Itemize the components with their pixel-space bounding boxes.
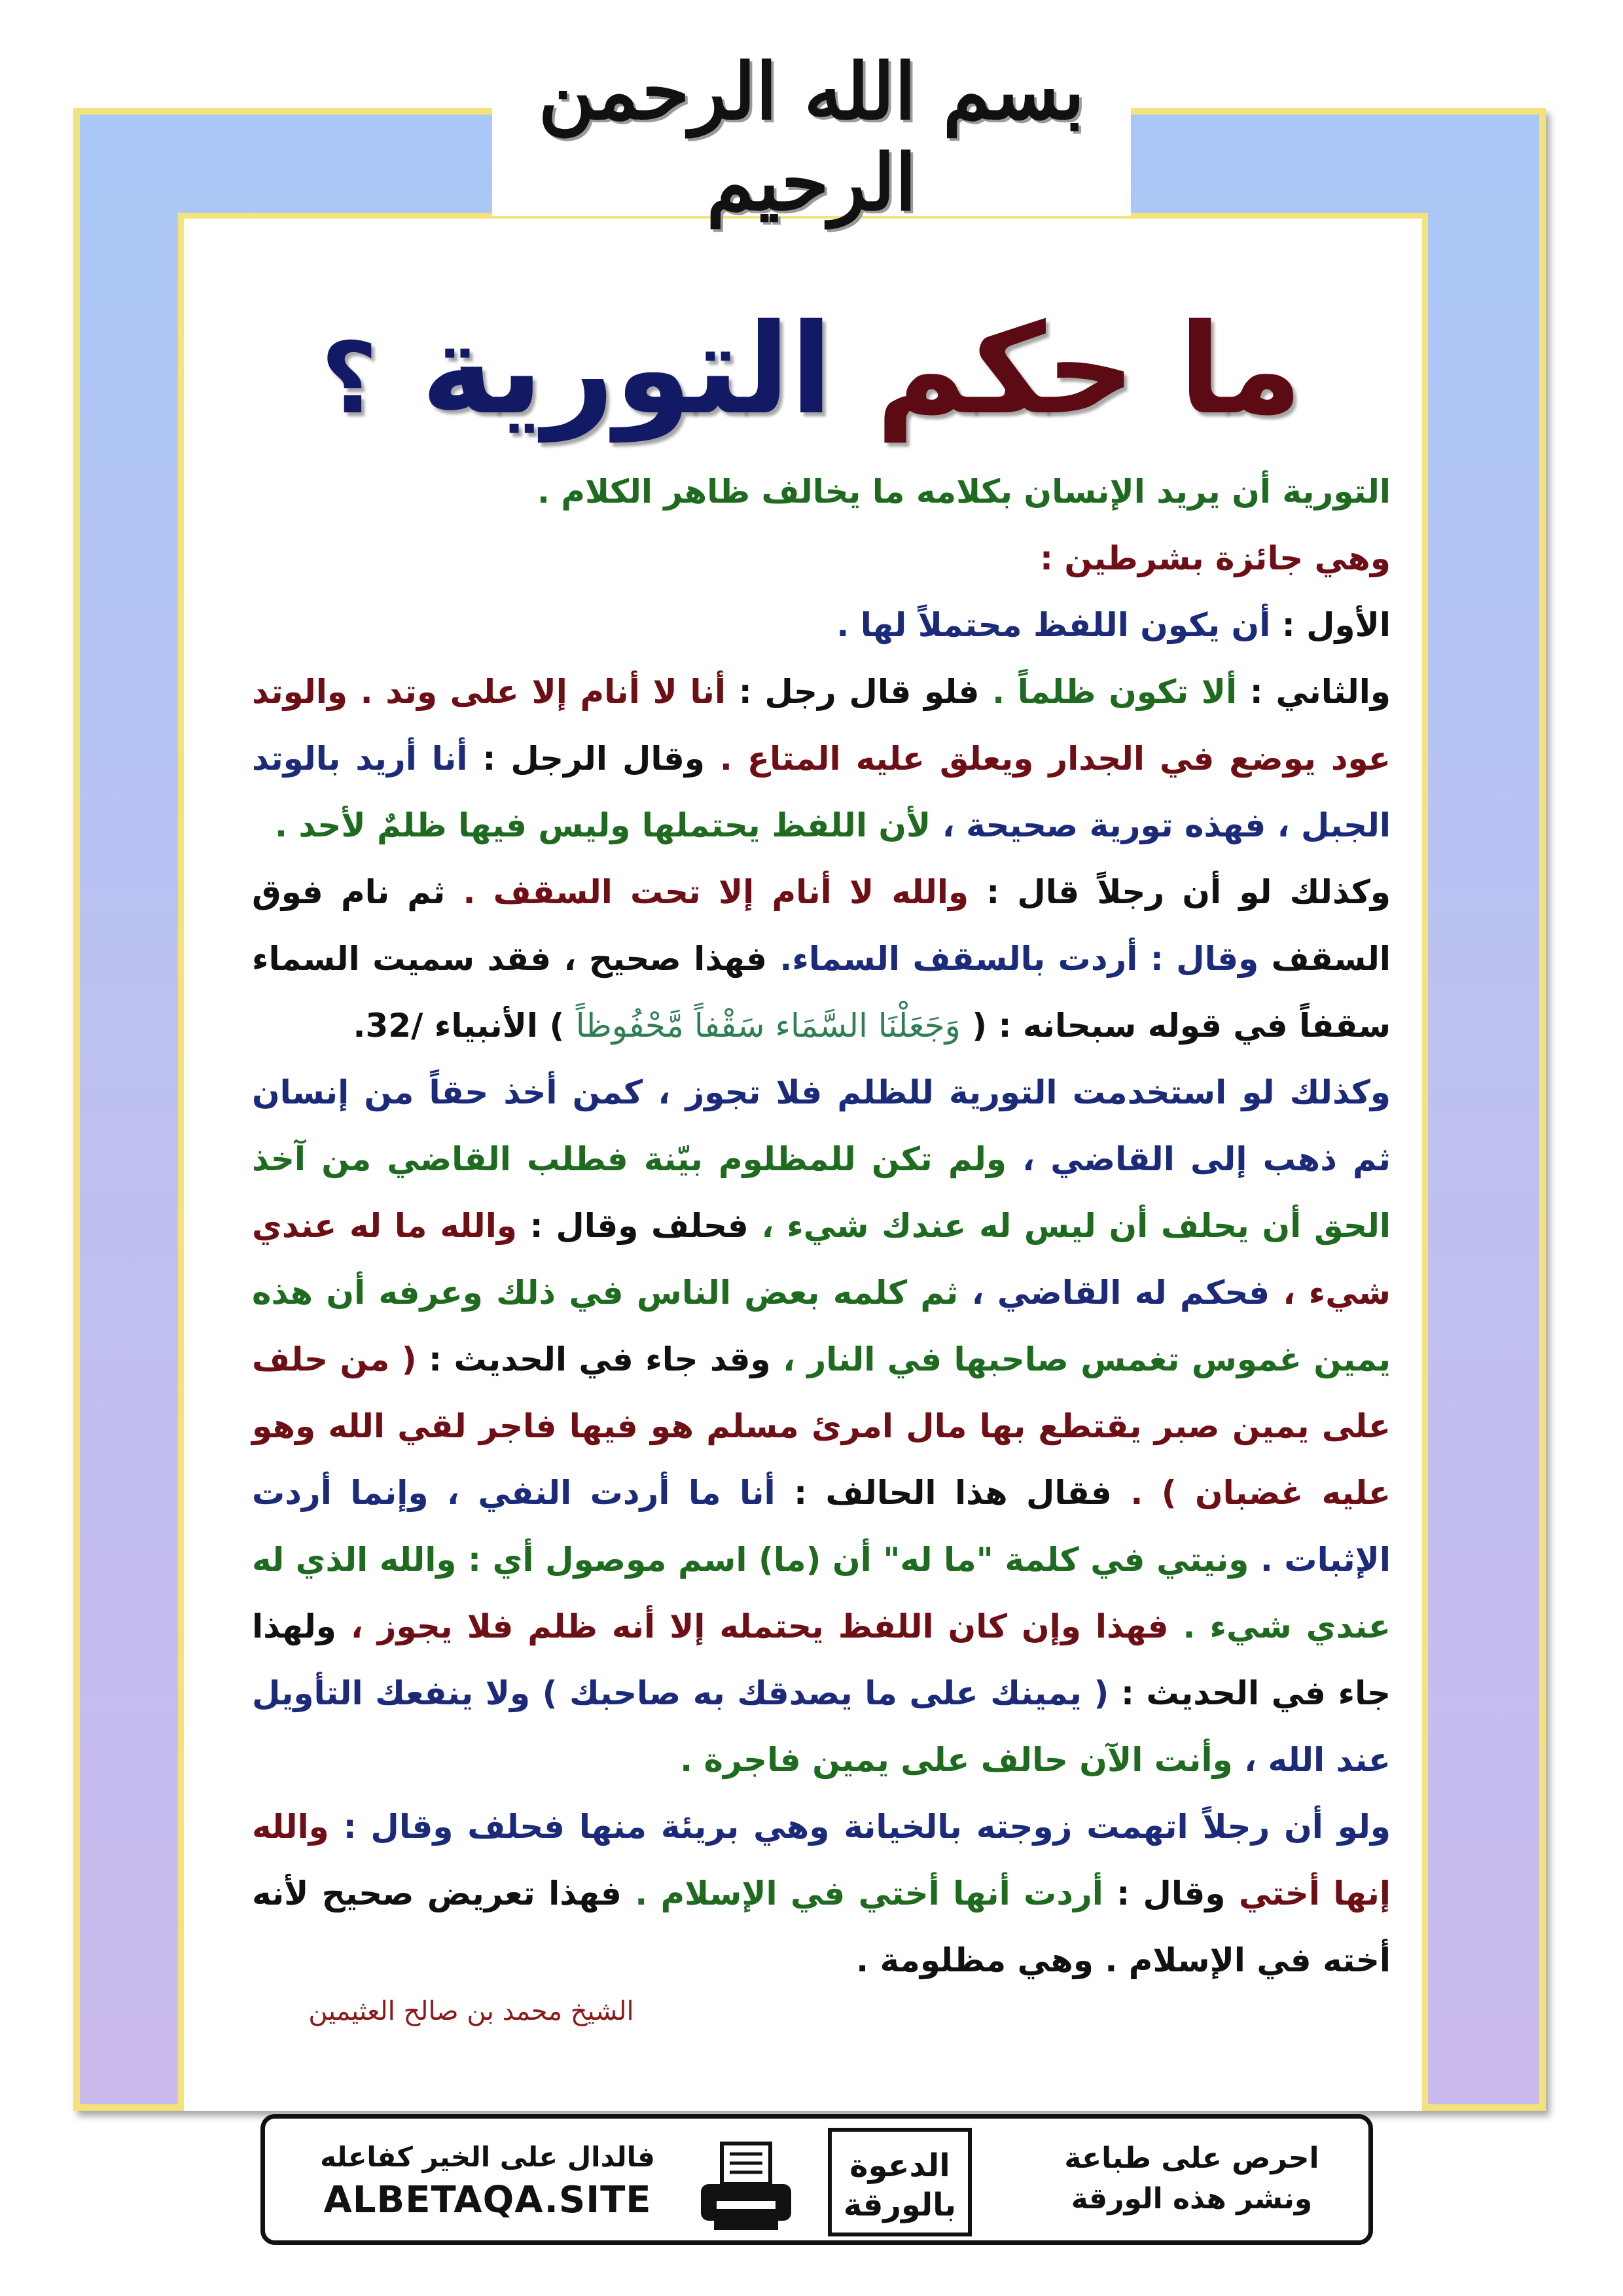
text-segment: وكذلك لو استخدمت التورية للظلم فلا تجوز ، كمن أخذ حقاً من إنسان ثم ذهب إلى القاضي ، — [252, 1073, 1391, 1178]
text-segment: والله إنها أختي — [252, 1808, 1391, 1912]
paragraph — [252, 859, 1391, 1059]
paragraph — [252, 1793, 1391, 1994]
text-segment: التورية أن يريد الإنسان بكلامه ما يخالف ظاهر الكلام . — [537, 473, 1391, 511]
text-segment: ولم تكن للمظلوم بيّنة فطلب القاضي من آخذ الحق أن يحلف أن ليس له عندك شيء ، — [252, 1140, 1391, 1245]
text-segment: فحلف وقال : — [516, 1207, 749, 1245]
site-link[interactable]: ALBETAQA.SITE — [323, 2179, 652, 2221]
paragraph — [252, 1059, 1391, 1793]
text-segment: فقال هذا الحالف : — [775, 1474, 1112, 1512]
text-segment: وكذلك لو أن رجلاً قال : — [969, 873, 1391, 911]
text-segment: ثم كلمه بعض الناس في ذلك وعرفه أن هذه يمين غموس تغمس صاحبها في النار ، — [252, 1274, 1391, 1378]
text-segment: وَجَعَلْنَا السَّمَاء سَقْفاً مَّحْفُوظاً — [575, 1007, 961, 1045]
text-segment: وقال الرجل : — [467, 740, 705, 778]
text-segment: ) الأنبياء /32. — [353, 1007, 565, 1045]
slogan-text: فالدال على الخير كفاعله — [320, 2141, 655, 2173]
print-reminder-line1: احرص على طباعة — [1064, 2142, 1319, 2175]
text-segment: وقال : أردت بالسقف السماء. — [779, 940, 1259, 978]
text-segment: أنا ما أردت النفي ، وإنما أردت الإثبات . — [252, 1474, 1391, 1579]
page-title — [262, 295, 1361, 445]
paragraph — [252, 658, 1391, 859]
text-segment: فحكم له القاضي ، — [971, 1274, 1270, 1312]
text-segment: فهذه تورية صحيحة ، — [942, 806, 1266, 844]
text-segment: وقد جاء في الحديث : — [416, 1340, 771, 1378]
text-segment: لأن اللفظ يحتملها وليس فيها ظلمٌ لأحد . — [275, 806, 931, 844]
dawah-logo — [828, 2128, 972, 2236]
author-signature: الشيخ محمد بن صالح العثيمين — [308, 1996, 634, 2026]
text-segment: فهذا تعريض صحيح لأنه أخته في الإسلام . وهي مظلومة . — [252, 1874, 1391, 1979]
text-segment: أنا لا أنام إلا على وتد . — [360, 673, 726, 711]
paragraph — [252, 592, 1391, 658]
text-segment: فهذا وإن كان اللفظ يحتمله إلا أنه ظلم فلا يجوز ، — [350, 1607, 1169, 1645]
text-segment: ونيتي في كلمة "ما له" أن (ما) اسم موصول أي : والله الذي له عندي شيء . — [252, 1541, 1391, 1645]
footer-slogan — [285, 2137, 690, 2223]
text-segment: والله ما له عندي شيء ، — [252, 1207, 1391, 1312]
text-segment: ( من حلف على يمين صبر يقتطع بها مال امرئ مسلم هو فيها فاجر لقي الله وهو عليه غضبان ) . — [252, 1340, 1391, 1512]
text-segment: وهي جائزة بشرطين : — [1039, 539, 1391, 577]
text-segment: وقال : — [1103, 1874, 1226, 1912]
logo-line1: الدعوة — [849, 2147, 950, 2184]
basmala-box — [492, 20, 1131, 228]
logo-line2: بالورقة — [843, 2187, 957, 2223]
text-segment: ولهذا جاء في الحديث : — [252, 1607, 1391, 1712]
text-segment: وأنت الآن حالف على يمين فاجرة . — [680, 1741, 1233, 1779]
print-reminder-line2: ونشر هذه الورقة — [1071, 2182, 1313, 2215]
footer-banner — [260, 2114, 1373, 2245]
title-question-mark: ؟ — [321, 322, 378, 436]
title-part1: ما حكم — [876, 297, 1302, 442]
text-segment: فهذا صحيح ، فقد سميت السماء سقفاً في قوله سبحانه : ( — [252, 940, 1391, 1045]
text-segment: ثم نام فوق السقف — [252, 873, 1391, 978]
text-segment: أردت أنها أختي في الإسلام . — [635, 1874, 1103, 1912]
text-segment: ولو أن رجلاً اتهمت زوجته بالخيانة وهي بريئة منها فحلف وقال : — [329, 1808, 1391, 1846]
text-segment: ألا تكون ظلماً . — [992, 673, 1238, 711]
paragraph — [252, 458, 1391, 525]
text-segment: والله لا أنام إلا تحت السقف . — [463, 873, 969, 911]
text-segment: والوتد عود يوضع في الجدار ويعلق عليه المتاع . — [252, 673, 1391, 778]
article-body — [252, 458, 1391, 1994]
title-part2: التورية — [421, 297, 833, 442]
text-segment: ( يمينك على ما يصدقك به صاحبك ) ولا ينفعك التأويل عند الله ، — [252, 1674, 1391, 1779]
text-segment: فلو قال رجل : — [726, 673, 980, 711]
text-segment: أنا أريد بالوتد الجبل ، — [252, 740, 1391, 844]
text-segment: والثاني : — [1237, 673, 1391, 711]
paragraph — [252, 525, 1391, 592]
text-segment: الأول : — [1270, 606, 1391, 644]
text-segment: أن يكون اللفظ محتملاً لها . — [836, 606, 1271, 644]
printer-icon — [697, 2138, 795, 2236]
print-reminder — [1041, 2138, 1342, 2219]
basmala-calligraphy: بسم الله الرحمن الرحيم — [538, 46, 1085, 228]
